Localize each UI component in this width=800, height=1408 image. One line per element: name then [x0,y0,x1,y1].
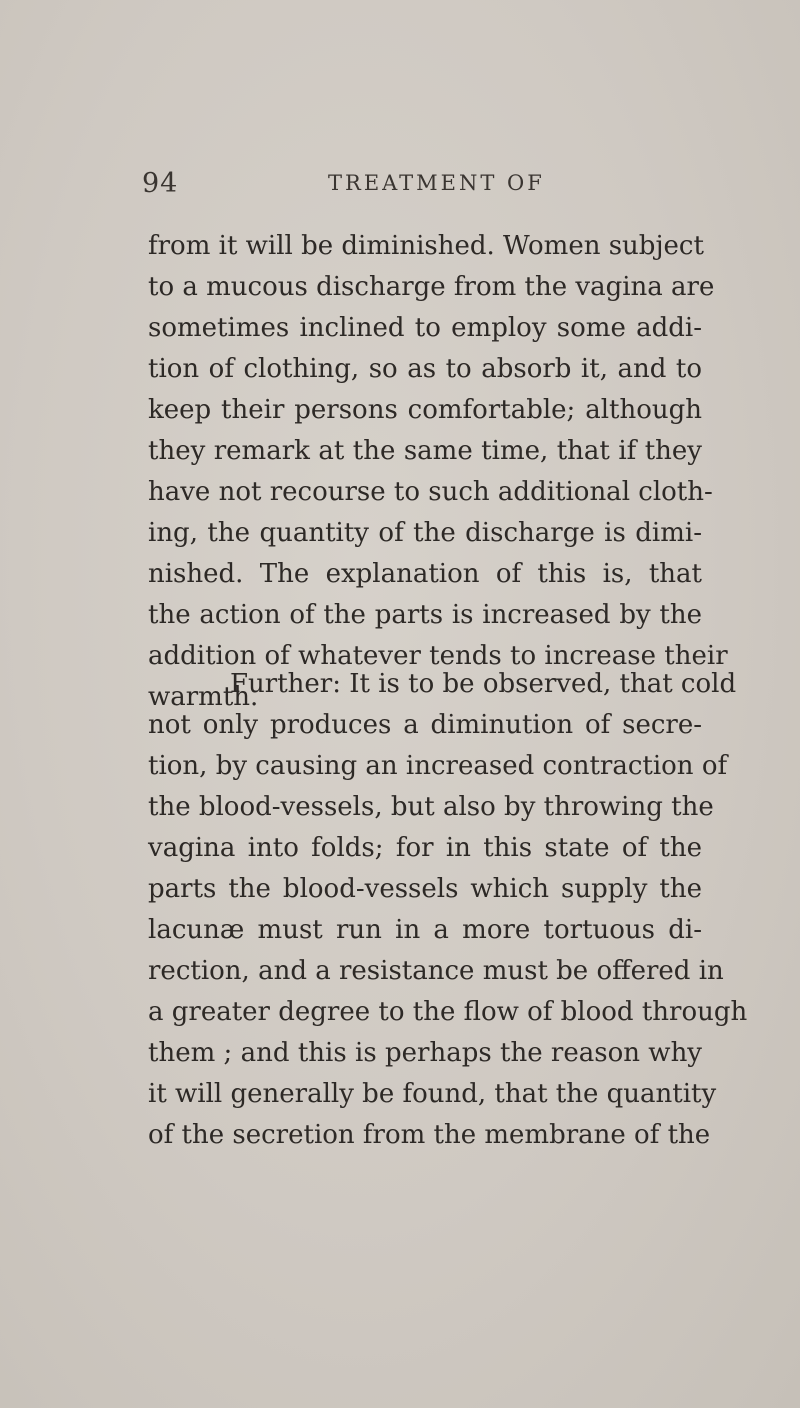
paragraph-1 [148,226,737,718]
text-line: addition of whatever tends to increase their [148,641,728,671]
text-line: the action of the parts is increased by the [148,600,702,630]
text-line: tion, by causing an increased contraction of [148,751,728,781]
text-line: them ; and this is perhaps the reason why [148,1038,702,1068]
running-title: TREATMENT OF [328,171,545,195]
text-line: have not recourse to such additional cloth- [148,477,713,507]
text-line: it will generally be found, that the quantity [148,1079,717,1109]
text-line: of the secretion from the membrane of the [148,1120,711,1150]
text-line: tion of clothing, so as to absorb it, and to [148,354,702,384]
text-line: lacunæ must run in a more tortuous di- [148,915,702,945]
text-line: keep their persons comfortable; although [148,395,702,425]
running-head [142,168,702,208]
text-line: a greater degree to the flow of blood through [148,997,748,1027]
text-line: Further: It is to be observed, that cold [230,669,737,699]
paragraph-2 [148,664,748,1156]
text-line: parts the blood-vessels which supply the [148,874,702,904]
text-line: to a mucous discharge from the vagina are [148,272,715,302]
text-line: from it will be diminished. Women subject [148,231,704,261]
text-line: the blood-vessels, but also by throwing the [148,792,714,822]
text-line: warmth. [148,682,259,712]
text-line: nished. The explanation of this is, that [148,559,702,589]
text-line: rection, and a resistance must be offered in [148,956,724,986]
text-line: not only produces a diminution of secre- [148,710,702,740]
text-line: sometimes inclined to employ some addi- [148,313,702,343]
page-number: 94 [142,168,179,199]
text-line: ing, the quantity of the discharge is dimi- [148,518,702,548]
text-line: they remark at the same time, that if they [148,436,702,466]
text-line: vagina into folds; for in this state of the [148,833,702,863]
